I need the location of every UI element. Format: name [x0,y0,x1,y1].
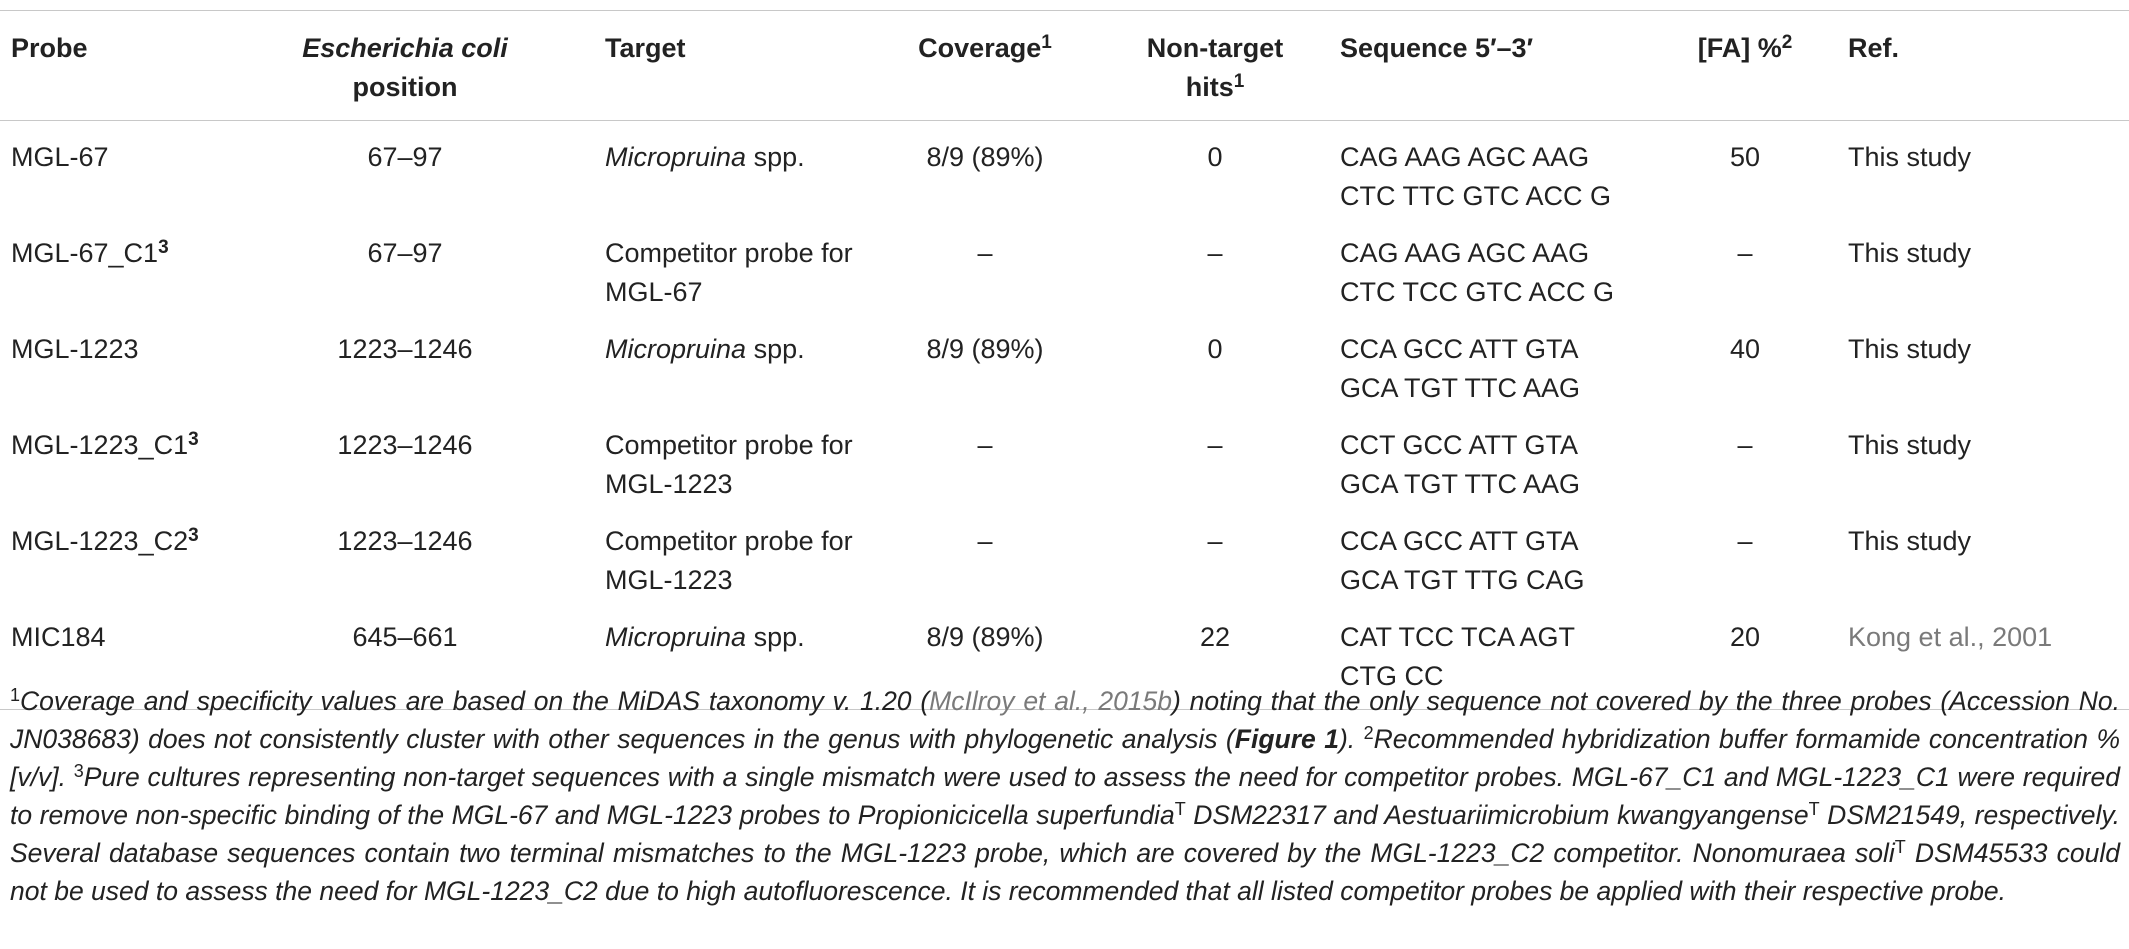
cell-probe: MGL-$67\_C1^3$ [11,237,169,268]
cell-ref: This study [1848,142,1972,172]
cell-position: 645–661 [352,622,458,652]
cell-sequence: CAT TCC TCA AGT CTG CC [1340,622,1576,691]
cell-target: Competitor probe for MGL-67 [605,238,853,307]
figure-1-link[interactable]: Figure 1 [1234,724,1339,754]
cell-probe: MGL-$1223\_C2^3$ [11,525,199,556]
table-row [0,417,2129,513]
header-fa: [FA] %$^2$ [1697,32,1793,63]
cell-coverage: 8/9 (89%) [926,622,1044,652]
cell-nontarget-hits: 22 [1199,622,1231,652]
cell-fa: 50 [1729,142,1761,172]
cell-coverage: 8/9 (89%) [926,142,1044,172]
cell-position: 1223–1246 [337,526,473,556]
cell-ref[interactable]: Kong et al., 2001 [1848,622,2053,652]
cell-position: 1223–1246 [337,334,473,364]
table-footnote: $^1$Coverage and specificity values are based on the MiDAS taxonomy v. 1.20 (McIlroy et al., 2015b) noting that the only sequence not covered by the three probes (Accession No. JN038683) does not consistently cluster with other sequences in the genus with phylogenetic analysis (Figure 1). $^2$Recommended hybridization buffer formamide concentration % [v/v]. $^3$Pure cultures representing non-target sequences with a single mismatch were used to assess the need for competitor probes. MGL-67_C1 and MGL-1223_C1 were required to remove non-specific binding of the MGL-67 and MGL-1223 probes to Propionicicella superfundia$^T$ DSM22317 and Aestuariimicrobium kwangyangense$^T$ DSM21549, respectively. Several database sequences contain two terminal mismatches to the MGL-1223 probe, which are covered by the MGL-1223_C2 competitor. Nonomuraea soli$^T$ DSM45533 could not be used to assess the need for MGL-1223_C2 due to high autofluorescence. It is recommended that all listed competitor probes be applied with their respective probe. [10,685,2121,906]
cell-fa: 20 [1729,622,1761,652]
table-row [0,121,2129,226]
cell-probe: MGL-67 [11,142,109,172]
table-row [0,513,2129,609]
cell-probe: MIC184 [11,622,106,652]
header-nontarget-hits: Non-target hits$^1$ [1146,33,1284,102]
cell-nontarget-hits: – [1207,430,1223,460]
table-row [0,321,2129,417]
cell-fa: 40 [1729,334,1761,364]
cell-target: Competitor probe for MGL-1223 [605,526,853,595]
cell-sequence: CCA GCC ATT GTA GCA TGT TTC AAG [1340,334,1581,403]
cell-coverage: – [977,238,993,268]
cell-fa: – [1737,430,1753,460]
cell-probe: MGL-1223 [11,334,139,364]
cell-sequence: CCA GCC ATT GTA GCA TGT TTG CAG [1340,526,1585,595]
cell-target: Micropruina spp. [605,622,805,652]
table-row [0,225,2129,321]
cell-target: Competitor probe for MGL-1223 [605,430,853,499]
header-row [0,11,2129,121]
cell-target: Micropruina spp. [605,142,805,172]
cell-fa: – [1737,238,1753,268]
cell-position: 1223–1246 [337,430,473,460]
citation-mcilroy[interactable]: McIlroy et al., 2015b [929,686,1173,716]
header-coverage: Coverage$^1$ [918,32,1052,63]
probe-table [0,10,2129,710]
cell-ref: This study [1848,238,1972,268]
cell-position: 67–97 [367,238,443,268]
cell-fa: – [1737,526,1753,556]
header-probe: Probe [11,33,88,63]
cell-sequence: CAG AAG AGC AAG CTC TCC GTC ACC G [1340,238,1615,307]
header-ecoli-position: Escherichia coli position [302,33,508,102]
header-ref: Ref. [1848,33,1900,63]
cell-nontarget-hits: – [1207,526,1223,556]
cell-target: Micropruina spp. [605,334,805,364]
cell-sequence: CAG AAG AGC AAG CTC TTC GTC ACC G [1340,142,1612,211]
cell-coverage: 8/9 (89%) [926,334,1044,364]
cell-sequence: CCT GCC ATT GTA GCA TGT TTC AAG [1340,430,1581,499]
cell-nontarget-hits: 0 [1207,142,1223,172]
cell-ref: This study [1848,334,1972,364]
cell-coverage: – [977,526,993,556]
cell-nontarget-hits: – [1207,238,1223,268]
cell-ref: This study [1848,526,1972,556]
header-sequence: Sequence 5′–3′ [1340,33,1534,63]
cell-ref: This study [1848,430,1972,460]
cell-position: 67–97 [367,142,443,172]
cell-probe: MGL-$1223\_C1^3$ [11,429,199,460]
cell-coverage: – [977,430,993,460]
header-target: Target [605,33,686,63]
cell-nontarget-hits: 0 [1207,334,1223,364]
